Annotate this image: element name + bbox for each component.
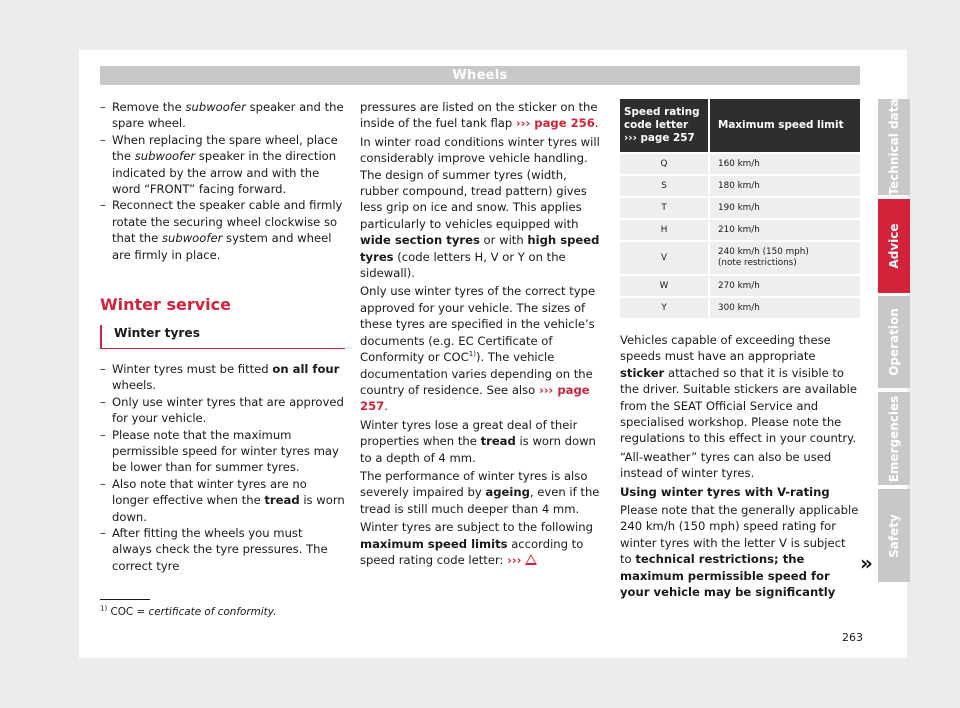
- table-row: [620, 298, 860, 318]
- bold-term: high speed tyres: [360, 233, 600, 264]
- footnote-divider: [100, 599, 150, 600]
- list-item: – Reconnect the speaker cable and firmly rotate the securing wheel clockwise so that the subwoofer system and wheel are firmly in place.: [100, 197, 345, 263]
- table-row: [620, 198, 860, 218]
- table-row: [620, 220, 860, 240]
- winter-tyre-text: [360, 99, 605, 568]
- footnote-ref: 1): [468, 350, 476, 359]
- table-row: [620, 276, 860, 296]
- paragraph: Winter tyres lose a great deal of their properties when the tread is worn down to a depth of 4 mm.: [360, 417, 596, 465]
- bold-term: tread: [264, 493, 300, 508]
- paragraph: [620, 484, 860, 500]
- paragraph: Only use winter tyres of the correct type approved for your vehicle. The sizes of these tyres are specified in the vehicle’s documents (e.g. EC Certificate of Conformity or COC$^{1)}$). The vehicle documentation varies depending on the country of residence. See also ››› page 257.: [360, 284, 596, 414]
- column-right: [620, 99, 860, 601]
- speed-code-cell: Q: [620, 154, 708, 174]
- speed-code-cell: T: [620, 198, 708, 218]
- page-link[interactable]: ››› page 257: [360, 382, 590, 414]
- speed-rating-table: [620, 97, 860, 320]
- table-header-code: [620, 99, 708, 152]
- tab-label: Operation: [887, 308, 901, 376]
- bold-term: Using winter tyres with V-rating: [620, 484, 830, 499]
- speed-limit-text: 270 km/h: [718, 280, 760, 291]
- paragraph: Vehicles capable of exceeding these speeds must have an appropriate sticker attached so that it is visible to the driver. Suitable stickers are available from the SEAT Official Service and specialised workshop. Please note the regulations to this effect in your country.: [620, 333, 857, 446]
- section-title: Winter service: [100, 295, 231, 315]
- speed-limit-cell: [708, 276, 860, 296]
- continue-arrow-icon: »: [860, 551, 873, 575]
- tab-technical-data[interactable]: [878, 99, 910, 195]
- list-item: – Only use winter tyres that are approved for your vehicle.: [100, 394, 345, 427]
- table-row: [620, 154, 860, 174]
- speed-limit-text: 180 km/h: [718, 180, 760, 191]
- page-link[interactable]: ››› page 256: [515, 116, 595, 131]
- list-item: – When replacing the spare wheel, place the subwoofer speaker in the direction indicated by the arrow and with the word “FRONT” facing forward.: [100, 132, 345, 198]
- paragraph: Please note that the generally applicable 240 km/h (150 mph) speed rating for winter tyres with the letter V is subject to technical restrictions; the maximum permissible speed for your vehicle may be significantly: [620, 503, 859, 600]
- instruction-list: [100, 99, 345, 263]
- speed-limit-text: 160 km/h: [718, 158, 760, 169]
- footnote-text: certificate of conformity.: [148, 606, 277, 618]
- footnote: [100, 606, 276, 618]
- speed-code-cell: Y: [620, 298, 708, 318]
- speed-code-cell: S: [620, 176, 708, 196]
- speed-limit-text: 300 km/h: [718, 302, 760, 313]
- page-link[interactable]: ›››: [507, 552, 522, 567]
- bold-term: on all four: [272, 361, 340, 376]
- speed-limit-text: (note restrictions): [718, 258, 797, 268]
- bold-term: wide section tyres: [360, 233, 480, 248]
- italic-term: subwoofer: [161, 231, 223, 246]
- tab-advice[interactable]: [878, 199, 910, 293]
- list-item: – Remove the subwoofer speaker and the spare wheel.: [100, 99, 345, 132]
- table-header-limit: Maximum speed limit: [708, 99, 860, 152]
- paragraph: “All-weather” tyres can also be used instead of winter tyres.: [620, 449, 832, 481]
- warning-triangle-icon[interactable]: [525, 554, 537, 565]
- tab-label: Advice: [887, 223, 901, 269]
- list-item: – Also note that winter tyres are no longer effective when the tread is worn down.: [100, 476, 345, 525]
- footnote-prefix: COC =: [110, 606, 149, 618]
- speed-limit-cell: [708, 176, 860, 196]
- speed-limit-text: 240 km/h (150 mph): [718, 247, 809, 257]
- tab-safety[interactable]: [878, 489, 910, 582]
- subheading: Winter tyres: [100, 325, 345, 348]
- list-item: – Please note that the maximum permissible speed for winter tyres may be lower than for summer tyres.: [100, 427, 345, 476]
- paragraph: Winter tyres are subject to the following maximum speed limits according to speed rating code letter: ›››: [360, 520, 593, 567]
- italic-term: subwoofer: [134, 149, 196, 164]
- column-middle: [360, 99, 605, 568]
- speed-code-cell: V: [620, 242, 708, 274]
- speed-code-cell: H: [620, 220, 708, 240]
- speed-code-cell: W: [620, 276, 708, 296]
- bold-term: ageing: [485, 485, 530, 500]
- tab-label: Technical data: [887, 98, 901, 196]
- paragraph: In winter road conditions winter tyres will considerably improve vehicle handling. The design of summer tyres (width, rubber compound, tread pattern) gives less grip on ice and snow. This applies particularly to vehicles equipped with wide section tyres or with high speed tyres (code letters H, V or Y on the sidewall).: [360, 134, 600, 281]
- winter-tyre-list: [100, 361, 345, 574]
- bold-term: sticker: [620, 365, 665, 380]
- list-item: – Winter tyres must be fitted on all four wheels.: [100, 361, 345, 394]
- tab-emergencies[interactable]: [878, 392, 910, 485]
- header-code-link[interactable]: ››› page 257: [624, 132, 695, 144]
- speed-limit-cell: [708, 220, 860, 240]
- speed-limit-text: 210 km/h: [718, 224, 760, 235]
- tab-label: Emergencies: [887, 395, 901, 482]
- bold-term: technical restrictions; the maximum permissible speed for your vehicle may be significantly: [620, 552, 836, 600]
- italic-term: subwoofer: [185, 100, 246, 114]
- table-row: [620, 176, 860, 196]
- bold-term: tread: [480, 434, 516, 449]
- column-left: [100, 99, 345, 574]
- speed-limit-cell: [708, 198, 860, 218]
- table-row: [620, 242, 860, 274]
- speed-limit-cell: [708, 242, 860, 274]
- speed-limit-text: 190 km/h: [718, 202, 760, 213]
- header-code-line: Speed rating: [624, 106, 700, 118]
- sticker-text: [620, 332, 860, 601]
- header-code-line: code letter: [624, 119, 689, 131]
- speed-limit-cell: [708, 154, 860, 174]
- bold-term: maximum speed limits: [360, 536, 508, 551]
- page-number: 263: [842, 631, 863, 644]
- tab-operation[interactable]: [878, 296, 910, 388]
- paragraph: The performance of winter tyres is also severely impaired by ageing, even if the tread is still much deeper than 4 mm.: [360, 468, 600, 516]
- list-item: – After fitting the wheels you must always check the tyre pressures. The correct tyre: [100, 525, 345, 574]
- footnote-mark: 1): [100, 604, 108, 613]
- paragraph: pressures are listed on the sticker on the inside of the fuel tank flap ››› page 256.: [360, 100, 599, 131]
- page-header: Wheels: [100, 66, 860, 85]
- speed-limit-cell: [708, 298, 860, 318]
- tab-label: Safety: [887, 513, 901, 558]
